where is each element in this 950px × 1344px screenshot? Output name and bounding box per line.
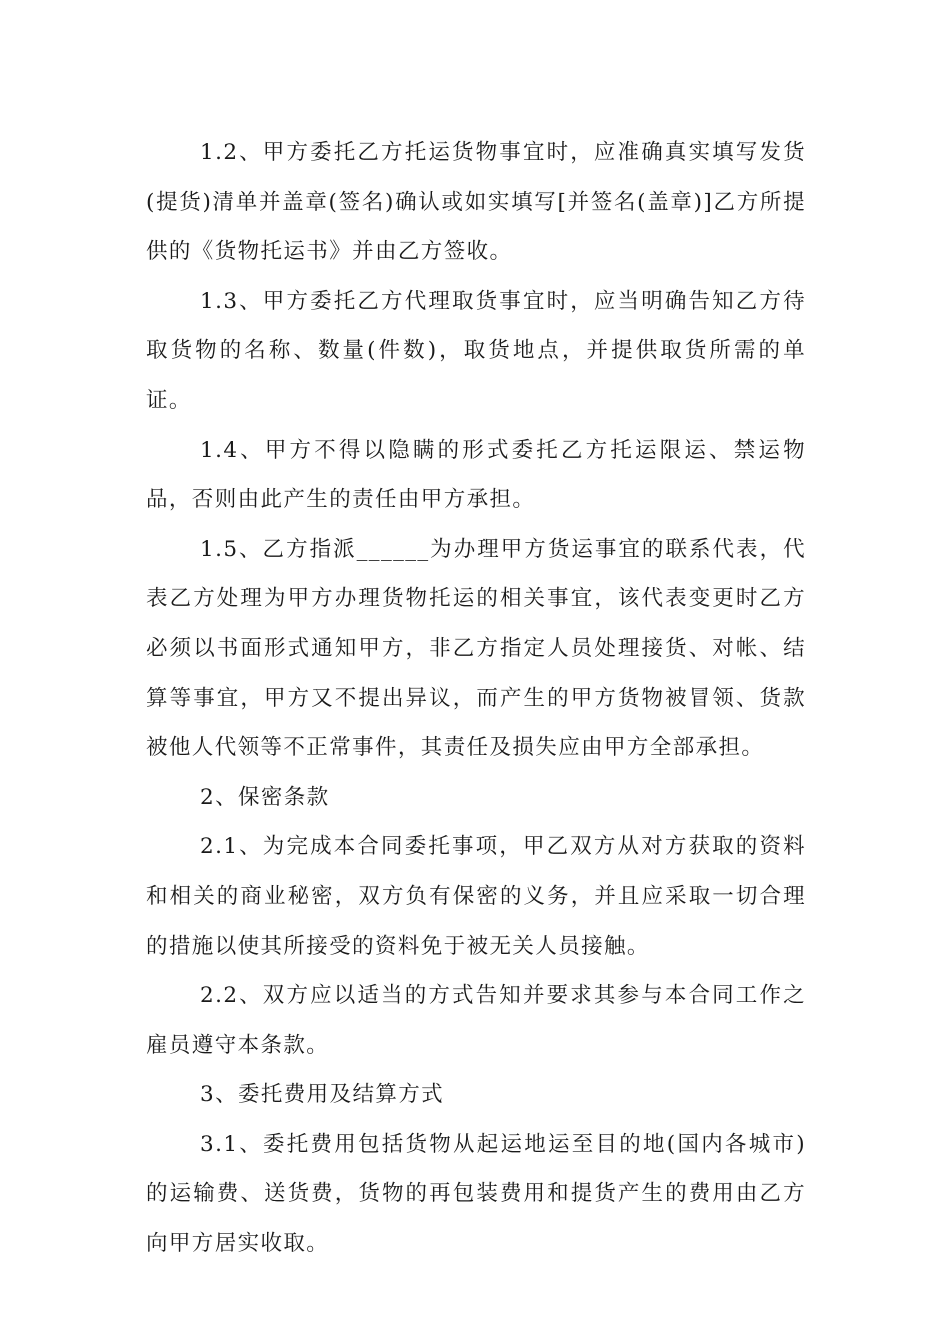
clause-1-4: 1.4、甲方不得以隐瞒的形式委托乙方托运限运、禁运物品，否则由此产生的责任由甲方承担。 [146,437,806,513]
clause-1-3: 1.3、甲方委托乙方代理取货事宜时，应当明确告知乙方待取货物的名称、数量(件数)，取货地点，并提供取货所需的单证。 [146,288,806,413]
document-body [146,128,806,1269]
clause-2-1: 2.1、为完成本合同委托事项，甲乙双方从对方获取的资料和相关的商业秘密，双方负有保密的义务，并且应采取一切合理的措施以使其所接受的资料免于被无关人员接触。 [146,834,806,959]
clause-3-1: 3.1、委托费用包括货物从起运地运至目的地(国内各城市)的运输费、送货费，货物的再包装费用和提货产生的费用由乙方向甲方居实收取。 [146,1131,806,1257]
section-3-heading: 3、委托费用及结算方式 [200,1082,445,1108]
clause-1-2: 1.2、甲方委托乙方托运货物事宜时，应准确真实填写发货(提货)清单并盖章(签名)确认或如实填写[并签名(盖章)]乙方所提供的《货物托运书》并由乙方签收。 [146,140,806,265]
clause-1-5: 1.5、乙方指派______为办理甲方货运事宜的联系代表，代表乙方处理为甲方办理货物托运的相关事宜，该代表变更时乙方必须以书面形式通知甲方，非乙方指定人员处理接货、对帐、结算等事宜，甲方又不提出异议，而产生的甲方货物被冒领、货款被他人代领等不正常事件，其责任及损失应由甲方全部承担。 [146,536,806,761]
section-2-heading: 2、保密条款 [200,784,330,810]
clause-2-2: 2.2、双方应以适当的方式告知并要求其参与本合同工作之雇员遵守本条款。 [146,983,806,1058]
